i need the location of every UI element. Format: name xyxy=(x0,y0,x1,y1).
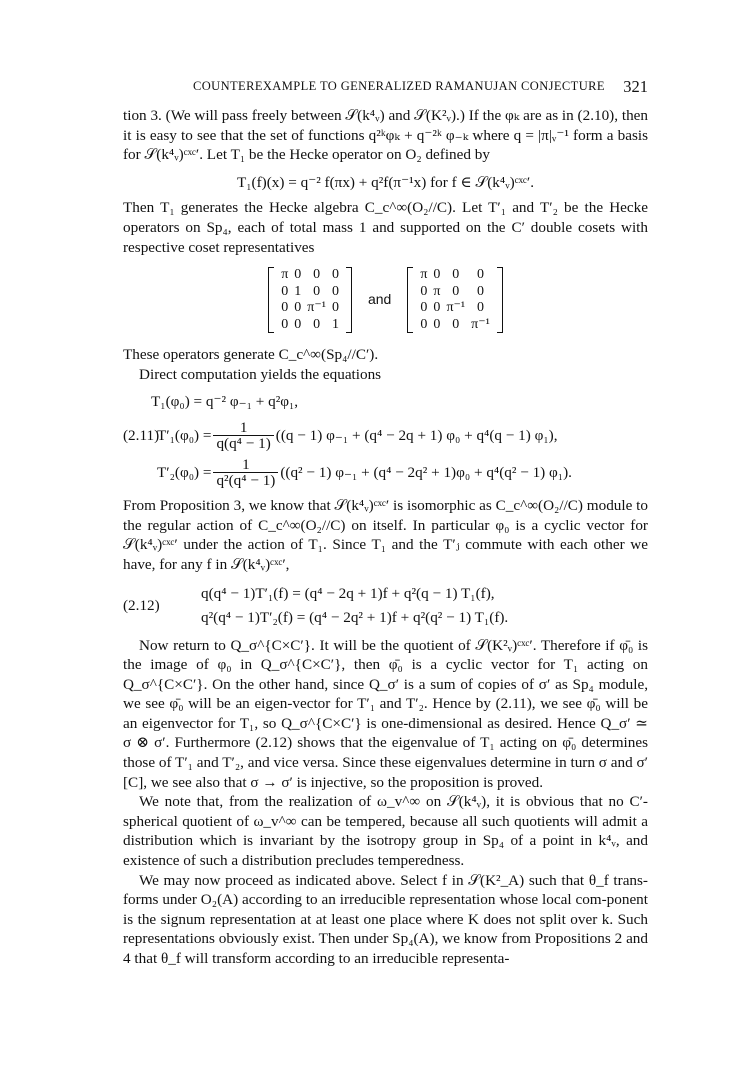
matrix-cell: 0 xyxy=(313,316,321,332)
fraction-denominator: q²(q⁴ − 1) xyxy=(216,471,276,489)
equation-2-11-line-3 xyxy=(123,457,648,488)
matrix-cell: 0 xyxy=(433,316,441,332)
matrix-cell: 0 xyxy=(476,267,484,283)
matrix-cell: 0 xyxy=(420,300,428,316)
matrix-cell: 0 xyxy=(281,283,289,299)
matrix-cell: 1 xyxy=(294,283,302,299)
matrix-t2-prime xyxy=(407,267,502,333)
paragraph-4: Direct computation yields the equations xyxy=(139,365,382,383)
paragraph-8: We may now proceed as indicated above. Select f in 𝒮(K²_A) such that θ_f trans-forms under O₂(A) according to an irreducible representation whose local com-ponent is the signum representation at at least one place where K does not split over k. Such representations obviously exist. Then under Sp₄(A), we know from Propositions 2 and 4 that θ_f will transform according to an irreducible representa- xyxy=(123,871,648,967)
matrix-cell: 0 xyxy=(294,300,302,316)
paragraph-6: Now return to Q_σ^{C×C′}. It will be the quotient of 𝒮(K²ᵥ)ᶜˣᶜ′. Therefore if φ̄₀ is the image of φ₀ in Q_σ^{C×C′}, then φ̄₀ is a cyclic vector for T₁ acting on Q_σ^{C×C′}. On the other hand, since Q_σ′ is a sum of copies of σ′ as Sp₄ module, we see φ̄₀ will be an eigen-vector for T′₁ and T′₂. Hence by (2.11), we see φ̄₀ will be an eigenvector for T₁, so Q_σ^{C×C′} is one-dimensional as desired. Hence Q_σ′ ≃ σ ⊗ σ′. Furthermore (2.12) shows that the eigenvalue of T₁ acting on φ̄₀ determines those of T′₁ and T′₂, and vice versa. Since these eigenvalues determine in turn σ and σ′ [C], we see also that σ → σ′ is injective, so the proposition is proved. xyxy=(123,636,648,791)
matrix-cell: 0 xyxy=(420,283,428,299)
matrix-cell: 0 xyxy=(294,267,302,283)
matrix-cell: 0 xyxy=(294,316,302,332)
equation-2-11 xyxy=(123,392,648,488)
equation-rhs: ((q − 1) φ₋₁ + (q⁴ − 2q + 1) φ₀ + q⁴(q − 1) φ₁), xyxy=(275,426,558,444)
matrix-cell: π⁻¹ xyxy=(471,316,490,332)
matrix-cell: π⁻¹ xyxy=(307,300,326,316)
paragraph-1: tion 3. (We will pass freely between 𝒮(k⁴ᵥ) and 𝒮(K²ᵥ).) If the φₖ are as in (2.10), then it is easy to see that the set of functions q²ᵏφₖ + q⁻²ᵏ φ₋ₖ where q = |π|ᵥ⁻¹ form a basis for 𝒮(k⁴ᵥ)ᶜˣᶜ′. Let T₁ be the Hecke operator on O₂ defined by xyxy=(123,107,648,164)
page-body xyxy=(123,106,648,969)
coset-representatives xyxy=(123,267,648,333)
equation-rhs: ((q² − 1) φ₋₁ + (q⁴ − 2q² + 1)φ₀ + q⁴(q² − 1) φ₁). xyxy=(280,463,572,481)
fraction xyxy=(213,420,273,451)
matrix-cell: 0 xyxy=(331,300,339,316)
matrix-conjunction: and xyxy=(367,291,392,308)
matrix-cell: 0 xyxy=(331,267,339,283)
fraction xyxy=(213,457,278,488)
matrix-t1-prime xyxy=(268,267,352,333)
matrix-cell: 0 xyxy=(452,283,460,299)
paragraph-7: We note that, from the realization of ω_v^∞ on 𝒮(k⁴ᵥ), it is obvious that no C′-spherical quotient of ω_v^∞ can be tempered, because all such quotients will admit a distribution which is invariant by the isotropy group in Sp₄ of a point in k⁴ᵥ, and existence of such a distribution precludes temperedness. xyxy=(123,793,648,870)
matrix-cell: 0 xyxy=(452,267,460,283)
paragraph-5: From Proposition 3, we know that 𝒮(k⁴ᵥ)ᶜˣᶜ′ is isomorphic as C_c^∞(O₂//C) module to the regular action of C_c^∞(O₂//C) on itself. In particular φ₀ is a cyclic vector for 𝒮(k⁴ᵥ)ᶜˣᶜ′ under the action of T₁. Since T₁ and the T′ⱼ commute with each other we have, for any f in 𝒮(k⁴ᵥ)ᶜˣᶜ′, xyxy=(123,496,648,573)
equation-number: (2.12) xyxy=(123,597,160,615)
matrix-cell: 1 xyxy=(331,316,339,332)
matrix-cell: 0 xyxy=(433,267,441,283)
matrix-cell: 0 xyxy=(476,300,484,316)
matrix-cell: π⁻¹ xyxy=(446,300,466,316)
matrix-cell: π xyxy=(281,267,289,283)
matrix-cell: 0 xyxy=(433,300,441,316)
equation-number: (2.11) xyxy=(123,426,160,444)
matrix-cell: 0 xyxy=(281,300,289,316)
page-number: 321 xyxy=(623,77,648,96)
equation-2-11-line-2 xyxy=(123,420,648,451)
equation-2-12-line-2: q²(q⁴ − 1)T′₂(f) = (q⁴ − 2q² + 1)f + q²(q² − 1) T₁(f). xyxy=(201,608,509,626)
matrix-cell: 0 xyxy=(331,283,339,299)
matrix-cell: π xyxy=(420,267,428,283)
matrix-cell: 0 xyxy=(313,267,321,283)
matrix-cell: 0 xyxy=(313,283,321,299)
page-header xyxy=(123,79,648,99)
fraction-numerator: 1 xyxy=(213,457,278,473)
paragraph-3: These operators generate C_c^∞(Sp₄//C′). xyxy=(123,346,379,364)
matrix-cell: 0 xyxy=(452,316,460,332)
equation-2-12-line-1: q(q⁴ − 1)T′₁(f) = (q⁴ − 2q + 1)f + q²(q − 1) T₁(f), xyxy=(201,585,495,603)
equation-lhs: T′₁(φ₀) = xyxy=(157,426,212,444)
fraction-denominator: q(q⁴ − 1) xyxy=(216,434,271,452)
matrix-cell: π xyxy=(433,283,441,299)
equation-2-12-lines xyxy=(201,584,508,627)
equation-lhs: T′₂(φ₀) = xyxy=(157,463,212,481)
running-title: COUNTEREXAMPLE TO GENERALIZED RAMANUJAN CONJECTURE xyxy=(193,79,605,93)
paragraph-2: Then T₁ generates the Hecke algebra C_c^∞(O₂//C). Let T′₁ and T′₂ be the Hecke operators on Sp₄, each of total mass 1 and supported on the C′ double cosets with respective coset representatives xyxy=(123,199,648,256)
equation-t1: T₁(f)(x) = q⁻² f(πx) + q²f(π⁻¹x) for f ∈ 𝒮(k⁴ᵥ)ᶜˣᶜ′. xyxy=(236,173,535,191)
matrix-cell: 0 xyxy=(476,283,484,299)
equation-2-12 xyxy=(123,584,648,627)
fraction-numerator: 1 xyxy=(213,420,273,436)
equation-2-11-line-1: T₁(φ₀) = q⁻² φ₋₁ + q²φ₁, xyxy=(151,393,299,411)
matrix-cell: 0 xyxy=(420,316,428,332)
matrix-cell: 0 xyxy=(281,316,289,332)
